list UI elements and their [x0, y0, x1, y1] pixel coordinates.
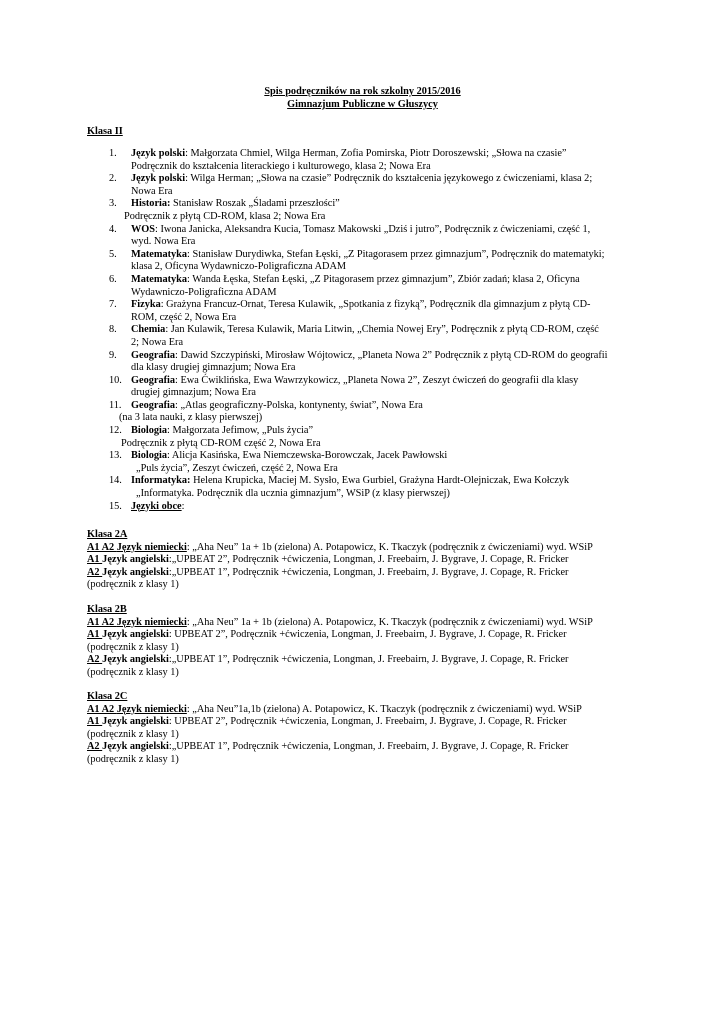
level-label: A1 A2: [87, 703, 117, 715]
item-number: 11.: [109, 399, 122, 411]
language-line: [87, 554, 647, 567]
list-item: [87, 375, 647, 400]
class-2c-title: Klasa 2C: [87, 691, 128, 702]
item-continuation: Podręcznik do kształcenia literackiego i kulturowego, klasa 2; Nowa Era: [131, 160, 431, 172]
item-text: : „Atlas geograficzny-Polska, kontynenty, świat”, Nowa Era: [175, 399, 423, 411]
language-subject: Język angielski: [102, 554, 169, 566]
item-subject: Fizyka: [131, 299, 161, 311]
language-text: (podręcznik z klasy 1): [87, 666, 179, 678]
item-number: 7.: [109, 299, 117, 311]
list-item: [87, 299, 647, 324]
item-text: : Wilga Herman; „Słowa na czasie” Podręcznik do kształcenia językowego z ćwiczeniami, klasa 2;: [185, 173, 593, 185]
item-continuation: Podręcznik z płytą CD-ROM część 2, Nowa Era: [121, 437, 321, 449]
item-number: 10.: [109, 374, 122, 386]
class-2a-title: Klasa 2A: [87, 529, 128, 540]
item-number: 3.: [109, 198, 117, 210]
language-line: [87, 704, 647, 717]
language-line: [87, 741, 647, 754]
item-number: 6.: [109, 273, 117, 285]
level-label: A1: [87, 554, 103, 566]
language-text: :„UPBEAT 1”, Podręcznik +ćwiczenia, Longman, J. Freebairn, J. Bygrave, J. Copage, R. Fricker: [168, 741, 569, 753]
item-continuation: drugiej gimnazjum; Nowa Era: [131, 387, 256, 399]
list-item: [87, 148, 647, 173]
level-label: A1: [87, 629, 103, 641]
language-note: [87, 729, 647, 742]
language-subject: Język niemiecki: [116, 616, 187, 628]
list-item: [87, 274, 647, 299]
language-line: [87, 567, 647, 580]
item-continuation: klasa 2, Oficyna Wydawniczo-Poligraficzna ADAM: [131, 261, 347, 273]
document-header: [0, 86, 725, 111]
item-continuation: ROM, część 2, Nowa Era: [131, 311, 237, 323]
language-text: : UPBEAT 2”, Podręcznik +ćwiczenia, Longman, J. Freebairn, J. Bygrave, J. Copage, R. Fricker: [168, 629, 567, 641]
item-subject: Matematyka: [131, 273, 188, 285]
item-subject: Biologia: [131, 425, 168, 437]
item-subject: Język polski: [131, 173, 186, 185]
class-2-title: Klasa II: [87, 126, 123, 137]
item-subject: Języki obce: [131, 500, 182, 512]
language-text: (podręcznik z klasy 1): [87, 641, 179, 653]
item-text: Stanisław Roszak „Śladami przeszłości”: [170, 198, 340, 210]
list-item: [87, 173, 647, 198]
language-text: : UPBEAT 2”, Podręcznik +ćwiczenia, Longman, J. Freebairn, J. Bygrave, J. Copage, R. Fricker: [168, 716, 567, 728]
item-number: 9.: [109, 349, 117, 361]
item-subject: Historia:: [131, 198, 171, 210]
language-line: [87, 716, 647, 729]
language-subject: Język niemiecki: [116, 703, 187, 715]
item-continuation: dla klasy drugiej gimnazjum; Nowa Era: [131, 362, 296, 374]
item-continuation: „Puls życia”, Zeszyt ćwiczeń, część 2, Nowa Era: [136, 462, 338, 474]
language-subject: Język angielski: [102, 716, 169, 728]
list-item: [87, 425, 647, 450]
list-item: [87, 324, 647, 349]
language-note: [87, 579, 647, 592]
header-school: Gimnazjum Publiczne w Głuszycy: [287, 98, 438, 110]
item-number: 2.: [109, 173, 117, 185]
language-subject: Język angielski: [102, 741, 169, 753]
list-item: [87, 198, 647, 223]
class-2c-section: [87, 691, 647, 767]
item-number: 12.: [109, 425, 122, 437]
item-continuation: Podręcznik z płytą CD-ROM, klasa 2; Nowa Era: [124, 210, 326, 222]
level-label: A1 A2: [87, 616, 117, 628]
item-continuation: wyd. Nowa Era: [131, 236, 196, 248]
item-subject: Język polski: [131, 148, 186, 159]
language-subject: Język angielski: [102, 654, 169, 666]
header-title: Spis podręczników na rok szkolny 2015/2016: [264, 86, 461, 97]
item-subject: Biologia: [131, 450, 168, 462]
item-text: : Iwona Janicka, Aleksandra Kucia, Tomasz Makowski „Dziś i jutro”, Podręcznik z ćwiczeniami, część 1,: [155, 223, 591, 235]
item-subject: Informatyka:: [131, 475, 191, 487]
item-text: : Małgorzata Jefimow, „Puls życia”: [167, 425, 314, 437]
list-item: [87, 224, 647, 249]
class-2b-title: Klasa 2B: [87, 604, 127, 615]
language-note: [87, 754, 647, 767]
item-number: 4.: [109, 223, 117, 235]
item-subject: Matematyka: [131, 248, 188, 260]
language-text: (podręcznik z klasy 1): [87, 579, 179, 591]
language-subject: Język angielski: [102, 566, 169, 578]
language-subject: Język angielski: [102, 629, 169, 641]
item-subject: WOS: [131, 223, 156, 235]
item-text: : Dawid Szczypiński, Mirosław Wójtowicz, „Planeta Nowa 2” Podręcznik z płytą CD-ROM do geografii: [175, 349, 608, 361]
item-text: : Ewa Ćwiklińska, Ewa Wawrzykowicz, „Planeta Nowa 2”, Zeszyt ćwiczeń do geografii dla klasy: [175, 374, 579, 386]
language-subject: Język niemiecki: [116, 541, 187, 553]
list-item: [87, 501, 647, 514]
list-item: [87, 350, 647, 375]
item-number: 8.: [109, 324, 117, 336]
language-note: [87, 667, 647, 680]
item-text: Helena Krupicka, Maciej M. Sysło, Ewa Gurbiel, Grażyna Hardt-Olejniczak, Ewa Kołczyk: [190, 475, 570, 487]
level-label: A2: [87, 741, 103, 753]
item-text: : Alicja Kasińska, Ewa Niemczewska-Borowczak, Jacek Pawłowski: [167, 450, 448, 462]
level-label: A2: [87, 566, 103, 578]
item-text: : Małgorzata Chmiel, Wilga Herman, Zofia Pomirska, Piotr Doroszewski; „Słowa na czasie”: [185, 148, 567, 159]
class-2a-section: [87, 529, 647, 592]
item-continuation: (na 3 lata nauki, z klasy pierwszej): [119, 412, 263, 424]
language-text: : „Aha Neu”1a,1b (zielona) A. Potapowicz, K. Tkaczyk (podręcznik z ćwiczeniami) wyd. WSiP: [186, 703, 582, 715]
level-label: A1: [87, 716, 103, 728]
item-subject: Geografia: [131, 374, 176, 386]
language-line: [87, 542, 647, 555]
list-item: [87, 450, 647, 475]
list-item: [87, 249, 647, 274]
language-text: (podręcznik z klasy 1): [87, 753, 179, 765]
textbook-list: [87, 148, 647, 513]
level-label: A1 A2: [87, 541, 117, 553]
item-continuation: Nowa Era: [131, 185, 173, 197]
language-text: : „Aha Neu” 1a + 1b (zielona) A. Potapowicz, K. Tkaczyk (podręcznik z ćwiczeniami) wyd. WSiP: [186, 616, 593, 628]
item-number: 5.: [109, 248, 117, 260]
language-line: [87, 629, 647, 642]
item-number: 13.: [109, 450, 122, 462]
language-text: :„UPBEAT 2”, Podręcznik +ćwiczenia, Longman, J. Freebairn, J. Bygrave, J. Copage, R. Fricker: [168, 554, 569, 566]
class-2b-section: [87, 604, 647, 680]
language-text: :„UPBEAT 1”, Podręcznik +ćwiczenia, Longman, J. Freebairn, J. Bygrave, J. Copage, R. Fricker: [168, 566, 569, 578]
item-text: : Wanda Łęska, Stefan Łęski, „Z Pitagorasem przez gimnazjum”, Zbiór zadań; klasa 2, Oficyna: [187, 273, 580, 285]
item-number: 15.: [109, 500, 122, 512]
item-text: : Grażyna Francuz-Ornat, Teresa Kulawik, „Spotkania z fizyką”, Podręcznik dla gimnazjum z płytą CD-: [160, 299, 591, 311]
language-line: [87, 654, 647, 667]
item-continuation: „Informatyka. Podręcznik dla ucznia gimnazjum”, WSiP (z klasy pierwszej): [136, 488, 450, 500]
item-text: : Jan Kulawik, Teresa Kulawik, Maria Litwin, „Chemia Nowej Ery”, Podręcznik z płytą CD-ROM, część: [165, 324, 599, 336]
item-number: 1.: [109, 148, 117, 159]
list-item: [87, 400, 647, 425]
list-item: [87, 475, 647, 500]
item-continuation: Wydawniczo-Poligraficzna ADAM: [131, 286, 277, 298]
item-number: 14.: [109, 475, 122, 487]
item-text: :: [181, 500, 185, 512]
item-text: : Stanisław Durydiwka, Stefan Łęski, „Z Pitagorasem przez gimnazjum”, Podręcznik do matematyki;: [187, 248, 605, 260]
item-subject: Chemia: [131, 324, 166, 336]
item-subject: Geografia: [131, 399, 176, 411]
language-text: :„UPBEAT 1”, Podręcznik +ćwiczenia, Longman, J. Freebairn, J. Bygrave, J. Copage, R. Fricker: [168, 654, 569, 666]
item-continuation: 2; Nowa Era: [131, 336, 184, 348]
language-line: [87, 617, 647, 630]
level-label: A2: [87, 654, 103, 666]
language-text: : „Aha Neu” 1a + 1b (zielona) A. Potapowicz, K. Tkaczyk (podręcznik z ćwiczeniami) wyd. WSiP: [186, 541, 593, 553]
language-note: [87, 642, 647, 655]
language-text: (podręcznik z klasy 1): [87, 728, 179, 740]
item-subject: Geografia: [131, 349, 176, 361]
